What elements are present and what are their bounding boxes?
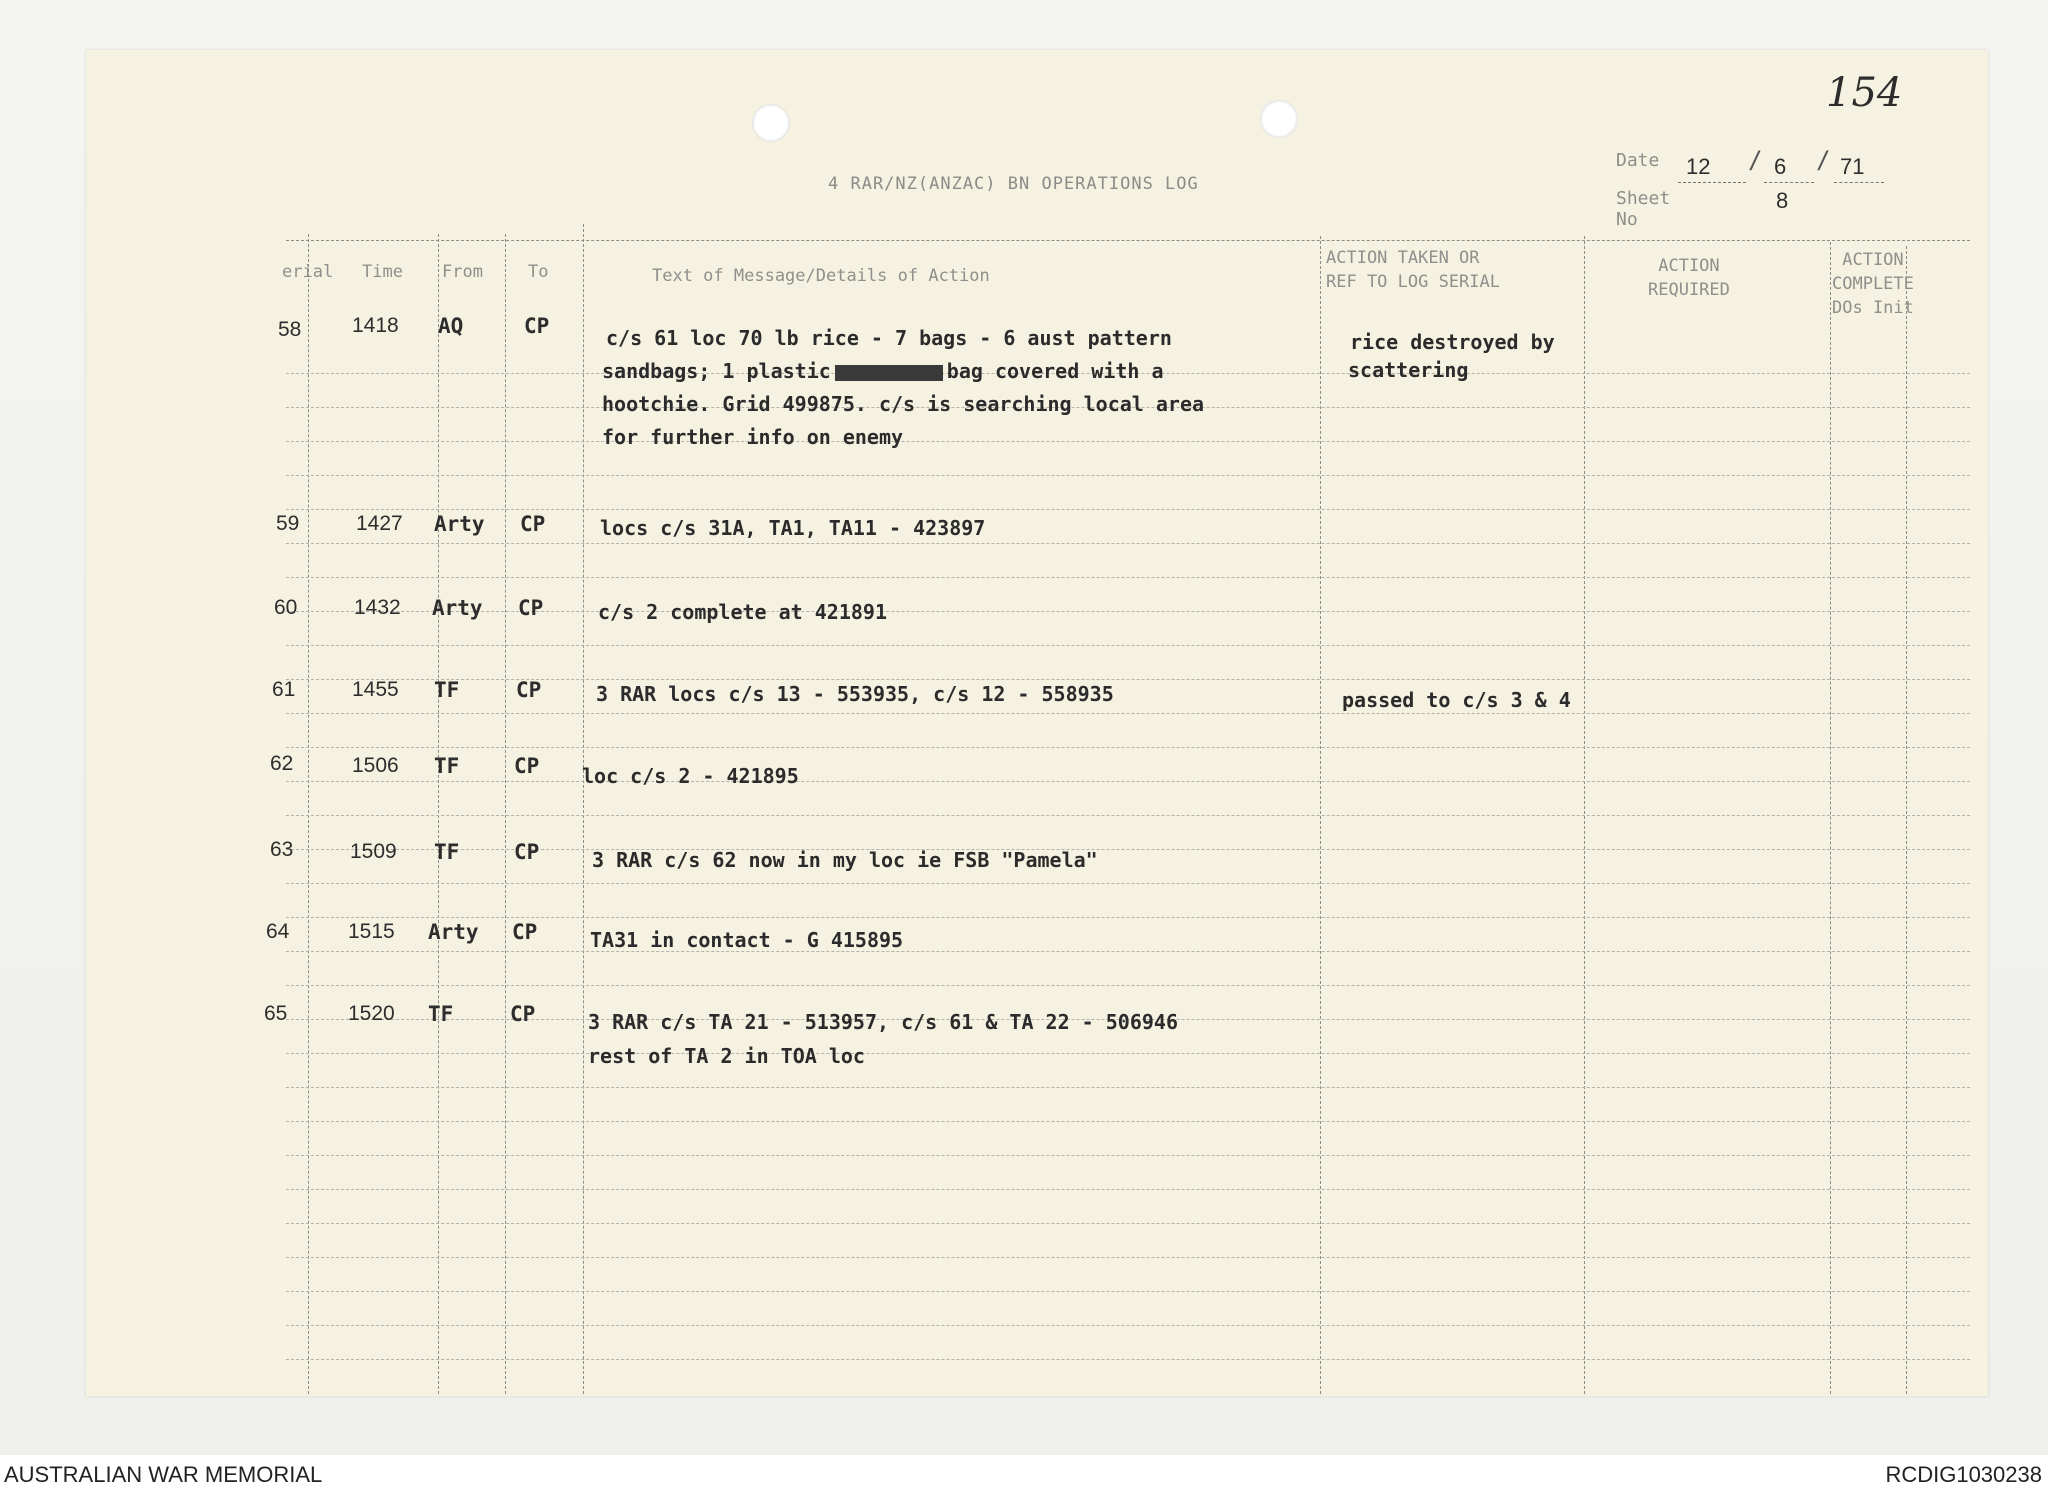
entry-to: CP [514, 754, 540, 778]
entry-to: CP [510, 1002, 536, 1026]
entry-serial: 64 [266, 920, 290, 943]
entry-serial: 58 [278, 318, 302, 341]
col-header-action-required: ACTION REQUIRED [1648, 256, 1730, 300]
entry-to: CP [520, 512, 546, 536]
entry-time: 1509 [350, 840, 397, 863]
redaction-mark [835, 365, 943, 381]
date-day: 12 [1686, 154, 1711, 179]
entry-from: TF [428, 1002, 454, 1026]
footer-source: AUSTRALIAN WAR MEMORIAL [4, 1462, 323, 1487]
entry-text-line: 3 RAR locs c/s 13 - 553935, c/s 12 - 558935 [596, 682, 1114, 706]
entry-text-line: rest of TA 2 in TOA loc [588, 1044, 865, 1068]
entry-time: 1506 [352, 754, 399, 777]
entry-text-segment: bag covered with a [946, 359, 1164, 383]
entry-time: 1455 [352, 678, 399, 701]
log-sheet: 154 4 RAR/NZ(ANZAC) BN OPERATIONS LOG Date 12 / 6 / 71 Sheet No 8 erial Time From To Text of Message/Details of Action ACTION TAKEN OR REF TO LOG SERIAL ACTION REQUIRED ACTION COMPLETE DOs Init 58 1418 AQ CP c/s 61 loc 70 lb rice - 7 bags - 6 aust pattern sandbags; 1 plastic bag covered with a hootchie. Grid 499875. c/s is searching local area for further info on enemy rice destroyed by scattering 59 1427 Arty CP locs c/s 31A, TA1, TA11 - 423897 60 1432 Arty CP c/s 2 complete at 421891 61 1455 TF CP 3 RAR locs c/s 13 - 553935, c/s 12 - 558935 passed to c/s 3 & 4 62 1506 TF CP loc c/s 2 - 421895 63 1509 TF CP 3 RAR c/s 62 now in my loc ie FSB "Pamela" 64 1515 Arty CP TA31 in contact - G 415895 65 1520 TF CP 3 RAR c/s TA 21 - 513957, c/s 61 & TA 22 - 506946 rest of TA 2 in TOA loc [86, 50, 1988, 1396]
entry-from: TF [434, 840, 460, 864]
entry-to: CP [512, 920, 538, 944]
col-header-from: From [442, 262, 483, 282]
entry-text-line: for further info on enemy [602, 425, 904, 449]
entry-text-line: 3 RAR c/s TA 21 - 513957, c/s 61 & TA 22 - 506946 [588, 1010, 1179, 1034]
entry-text-segment: sandbags; 1 plastic [602, 359, 831, 383]
entry-serial: 65 [264, 1002, 288, 1025]
entry-time: 1427 [356, 512, 403, 535]
entry-text-line: c/s 2 complete at 421891 [598, 600, 887, 624]
entry-time: 1418 [352, 314, 399, 337]
entry-text-line: hootchie. Grid 499875. c/s is searching local area [602, 392, 1205, 416]
entry-action-line: passed to c/s 3 & 4 [1342, 688, 1571, 712]
date-label: Date [1616, 150, 1660, 171]
col-header-to: To [528, 262, 549, 282]
entry-from: TF [434, 678, 460, 702]
sheet-label: Sheet No [1616, 188, 1671, 230]
date-year: 71 [1840, 154, 1865, 179]
entry-from: Arty [428, 920, 479, 944]
col-header-action-complete: ACTION COMPLETE DOs Init [1832, 250, 1914, 318]
date-month: 6 [1774, 154, 1787, 179]
entry-text-line: c/s 61 loc 70 lb rice - 7 bags - 6 aust pattern [606, 326, 1172, 350]
entry-to: CP [516, 678, 542, 702]
entry-from: Arty [434, 512, 485, 536]
log-table [86, 50, 1988, 1396]
col-header-action-taken: ACTION TAKEN OR REF TO LOG SERIAL [1326, 248, 1500, 292]
entry-text-line: locs c/s 31A, TA1, TA11 - 423897 [600, 516, 986, 540]
entry-serial: 61 [272, 678, 296, 701]
entry-time: 1515 [348, 920, 395, 943]
log-title: 4 RAR/NZ(ANZAC) BN OPERATIONS LOG [828, 174, 1199, 194]
entry-from: TF [434, 754, 460, 778]
col-header-time: Time [362, 262, 403, 282]
entry-text-line: 3 RAR c/s 62 now in my loc ie FSB "Pamela" [592, 848, 1098, 872]
entry-text-line: TA31 in contact - G 415895 [590, 928, 904, 952]
col-header-text: Text of Message/Details of Action [652, 266, 990, 286]
entry-text-line: loc c/s 2 - 421895 [582, 764, 799, 788]
sheet-number: 8 [1776, 188, 1789, 213]
entry-action-line: scattering [1348, 358, 1469, 382]
col-header-serial: erial [282, 262, 334, 282]
entry-serial: 59 [276, 512, 300, 535]
entry-action-line: rice destroyed by [1350, 330, 1555, 354]
entry-from: Arty [432, 596, 483, 620]
footer-identifier: RCDIG1030238 [1885, 1462, 2042, 1487]
entry-time: 1432 [354, 596, 401, 619]
entry-text-line [602, 355, 1164, 388]
entry-time: 1520 [348, 1002, 395, 1025]
entry-to: CP [518, 596, 544, 620]
entry-to: CP [514, 840, 540, 864]
entry-serial: 63 [270, 838, 294, 861]
entry-serial: 62 [270, 752, 294, 775]
entry-from: AQ [438, 314, 464, 338]
entry-to: CP [524, 314, 550, 338]
entry-serial: 60 [274, 596, 298, 619]
page-number: 154 [1826, 70, 1903, 116]
